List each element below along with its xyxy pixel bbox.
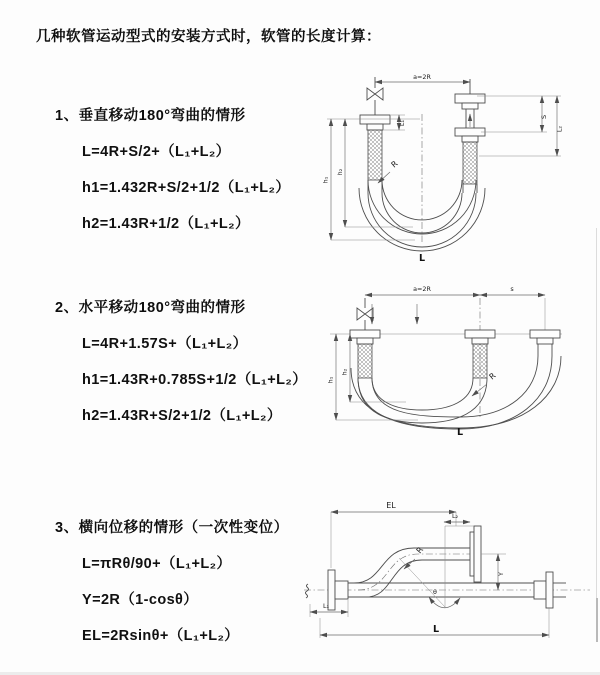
flange <box>455 94 485 103</box>
formula-line: L=4R+S/2+（L₁+L₂） <box>82 144 231 160</box>
formula-line: EL=2Rsinθ+（L₁+L₂） <box>82 628 240 644</box>
page-title: 几种软管运动型式的安装方式时，软管的长度计算： <box>36 29 381 45</box>
valve-icon <box>357 308 373 320</box>
flange <box>360 115 390 124</box>
dim-el-label: EL <box>386 501 396 510</box>
flange <box>350 330 380 338</box>
angle-theta-label: θ <box>433 588 437 596</box>
radius-label: R <box>414 545 426 556</box>
section-2-heading: 2、水平移动180°弯曲的情形 <box>55 300 246 316</box>
dim-l2-label: L₂ <box>451 512 459 520</box>
diagram-horizontal-180-bend <box>310 270 600 436</box>
braided-hose-section <box>368 130 382 180</box>
dim-h2-label: h₂ <box>336 168 344 176</box>
page-edge-shadow <box>596 228 597 640</box>
dim-l1-label: L₁ <box>322 602 330 610</box>
formula-line: h1=1.43R+0.785S+1/2（L₁+L₂） <box>82 372 308 388</box>
dim-a-2r-label: a=2R <box>413 285 431 293</box>
dim-s-label: s <box>510 285 514 293</box>
length-label: L <box>418 253 426 264</box>
valve-icon <box>367 88 383 100</box>
flange <box>455 128 485 136</box>
formula-line: h2=1.43R+1/2（L₁+L₂） <box>82 216 250 232</box>
diagram-lateral-displacement <box>296 496 600 646</box>
section-1-heading: 1、垂直移动180°弯曲的情形 <box>55 108 246 124</box>
dim-h1-label: h₁ <box>326 376 335 384</box>
flange <box>465 330 495 338</box>
page-edge-mark <box>596 598 598 642</box>
formula-line: h2=1.43R+S/2+1/2（L₁+L₂） <box>82 408 282 424</box>
section-vertical-movement <box>55 104 290 233</box>
section-3-heading: 3、横向位移的情形（一次性变位） <box>55 520 289 536</box>
flange <box>530 330 560 338</box>
flange <box>474 526 481 582</box>
dim-l2-label: L₂ <box>555 125 564 133</box>
formula-line: Y=2R（1-cosθ） <box>82 592 199 608</box>
formula-line: L=4R+1.57S+（L₁+L₂） <box>82 336 248 352</box>
dim-l-label: L <box>432 624 440 635</box>
radius-label: R <box>389 159 400 170</box>
radius-label: R <box>487 371 498 382</box>
dim-h1-label: h₁ <box>321 176 330 184</box>
dim-a-2r-label: a=2R <box>413 73 431 81</box>
diagram-vertical-180-bend <box>315 72 587 264</box>
section-horizontal-movement <box>55 296 307 425</box>
braided-hose-section <box>463 142 477 184</box>
section-lateral-displacement <box>55 516 289 645</box>
dim-y-label: Y <box>497 572 505 576</box>
formula-line: L=πRθ/90+（L₁+L₂） <box>82 556 232 572</box>
flange <box>546 572 553 608</box>
length-label: L <box>456 427 464 436</box>
dim-l1-label: L₁ <box>398 119 406 127</box>
braided-hose-section <box>358 344 372 378</box>
pipe-break-icon <box>305 584 308 598</box>
braided-hose-section <box>473 344 487 378</box>
dim-s-label: S <box>540 114 548 120</box>
dim-h2-label: h₂ <box>340 368 349 376</box>
formula-line: h1=1.432R+S/2+1/2（L₁+L₂） <box>82 180 291 196</box>
